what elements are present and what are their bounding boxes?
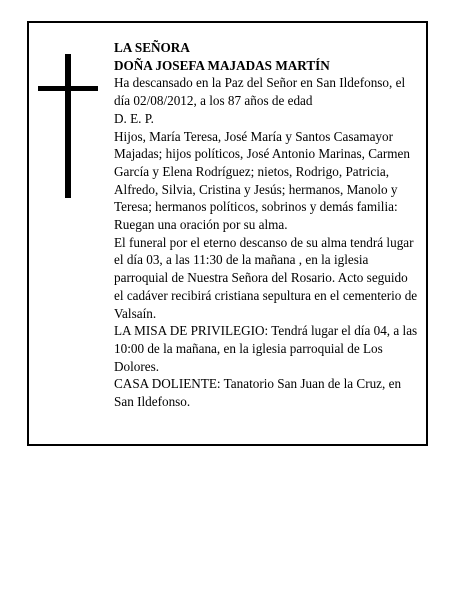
rip-text: D. E. P. xyxy=(114,110,154,126)
family-list: Hijos, María Teresa, José María y Santos Casamayor Majadas; hijos políticos, José Antonio Marinas, Carmen García y Elena Rodríguez; nietos, Rodrigo, Patricia, Alfredo, Silvia, Cristina y Jesús; hermanos, Manolo y Teresa; hermanos políticos, sobrinos y demás familia: xyxy=(114,128,410,215)
cross-horizontal-bar xyxy=(38,86,98,91)
deceased-name: DOÑA JOSEFA MAJADAS MARTÍN xyxy=(114,57,330,73)
mass-details: LA MISA DE PRIVILEGIO: Tendrá lugar el día 04, a las 10:00 de la mañana, en la iglesia parroquial de Los Dolores. xyxy=(114,323,418,374)
funeral-details: El funeral por el eterno descanso de su alma tendrá lugar el día 03, a las 11:30 de la mañana , en la iglesia parroquial de Nuestra Señora del Rosario. Acto seguido el cadáver recibirá cristiana sepultura en el cementerio de Valsaín. xyxy=(114,234,418,321)
cross-vertical-bar xyxy=(65,54,71,198)
prayer-request: Ruegan una oración por su alma. xyxy=(114,217,288,233)
mourning-house: CASA DOLIENTE: Tanatorio San Juan de la Cruz, en San Ildefonso. xyxy=(114,376,402,410)
cross-icon xyxy=(38,54,98,198)
death-statement: Ha descansado en la Paz del Señor en San Ildefonso, el día 02/08/2012, a los 87 años de edad xyxy=(114,75,406,109)
notice-heading: LA SEÑORA xyxy=(114,40,190,55)
notice-text xyxy=(114,39,420,411)
